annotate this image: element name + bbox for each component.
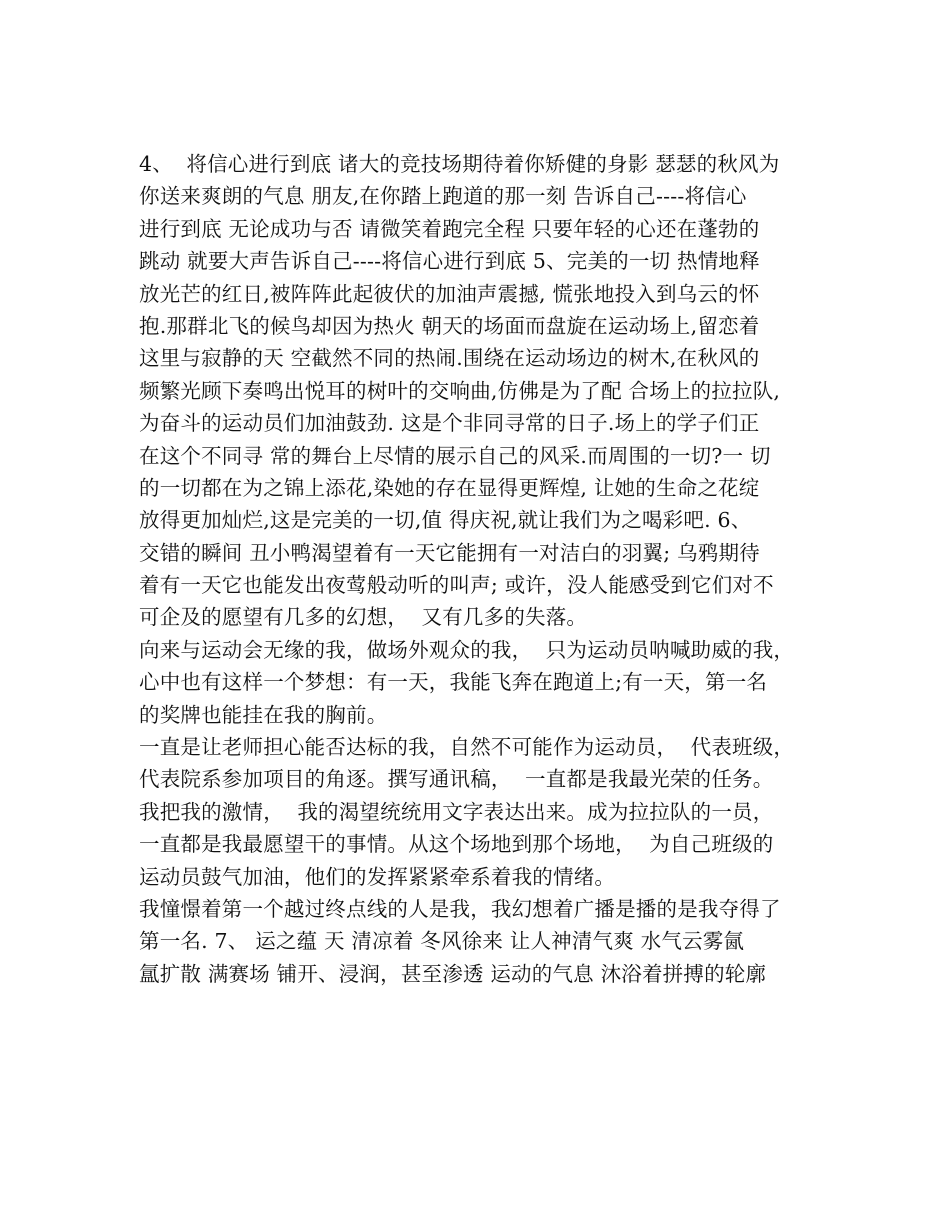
text-line: 4、 将信心进行到底 诸大的竞技场期待着你矫健的身影 瑟瑟的秋风为 (139, 152, 780, 176)
text-line: 代表院系参加项目的角逐。撰写通讯稿， 一直都是我最光荣的任务。 (139, 767, 774, 792)
text-line: 频繁光顾下奏鸣出悦耳的树叶的交响曲,仿佛是为了配 合场上的拉拉队, (139, 378, 781, 403)
text-line: 一直是让老师担心能否达标的我，自然不可能作为运动员， 代表班级， (139, 735, 795, 760)
text-line: 这里与寂静的天 空截然不同的热闹.围绕在运动场边的树木,在秋风的 (139, 346, 760, 371)
text-line: 的奖牌也能挂在我的胸前。 (139, 702, 388, 727)
text-line: 为奋斗的运动员们加油鼓劲. 这是个非同寻常的日子.场上的学子们正 (139, 411, 760, 436)
text-line: 氲扩散 满赛场 铺开、浸润，甚至渗透 运动的气息 沐浴着拼搏的轮廓 (139, 961, 767, 986)
text-line: 可企及的愿望有几多的幻想， 又有几多的失落。 (139, 605, 588, 630)
text-line: 的一切都在为之锦上添花,染她的存在显得更辉煌, 让她的生命之花绽 (139, 475, 760, 500)
text-line: 向来与运动会无缘的我，做场外观众的我， 只为运动员呐喊助威的我， (139, 637, 795, 662)
text-line: 心中也有这样一个梦想：有一天，我能飞奔在跑道上;有一天，第一名 (139, 670, 768, 695)
text-line: 跳动 就要大声告诉自己----将信心进行到底 5、完美的一切 热情地释 (139, 249, 760, 274)
text-line: 放得更加灿烂,这是完美的一切,值 得庆祝,就让我们为之喝彩吧. 6、 (139, 508, 752, 533)
text-line: 在这个不同寻 常的舞台上尽情的展示自己的风采.而周围的一切?一 切 (139, 443, 771, 468)
text-line: 第一名. 7、 运之蕴 天 清凉着 冬风徐来 让人神清气爽 水气云雾氤 (139, 929, 745, 954)
text-line: 抱.那群北飞的候鸟却因为热火 朝天的场面而盘旋在运动场上,留恋着 (139, 313, 760, 338)
text-line: 我憧憬着第一个越过终点线的人是我，我幻想着广播是播的是我夺得了 (139, 896, 781, 921)
text-line: 放光芒的红日,被阵阵此起彼伏的加油声震撼, 慌张地投入到乌云的怀 (139, 281, 760, 306)
text-line: 一直都是我最愿望干的事情。从这个场地到那个场地， 为自己班级的 (139, 832, 774, 857)
text-line: 运动员鼓气加油，他们的发挥紧紧牵系着我的情绪。 (139, 864, 616, 889)
text-line: 进行到底 无论成功与否 请微笑着跑完全程 只要年轻的心还在蓬勃的 (139, 216, 760, 241)
text-line: 交错的瞬间 丑小鸭渴望着有一天它能拥有一对洁白的羽翼; 乌鸦期待 (139, 540, 760, 565)
document-body (139, 148, 829, 990)
text-line: 我把我的激情， 我的渴望统统用文字表达出来。成为拉拉队的一员， (139, 799, 774, 824)
text-line: 着有一天它也能发出夜莺般动听的叫声; 或许，没人能感受到它们对不 (139, 573, 774, 598)
text-line: 你送来爽朗的气息 朋友,在你踏上跑道的那一刻 告诉自己----将信心 (139, 184, 747, 209)
